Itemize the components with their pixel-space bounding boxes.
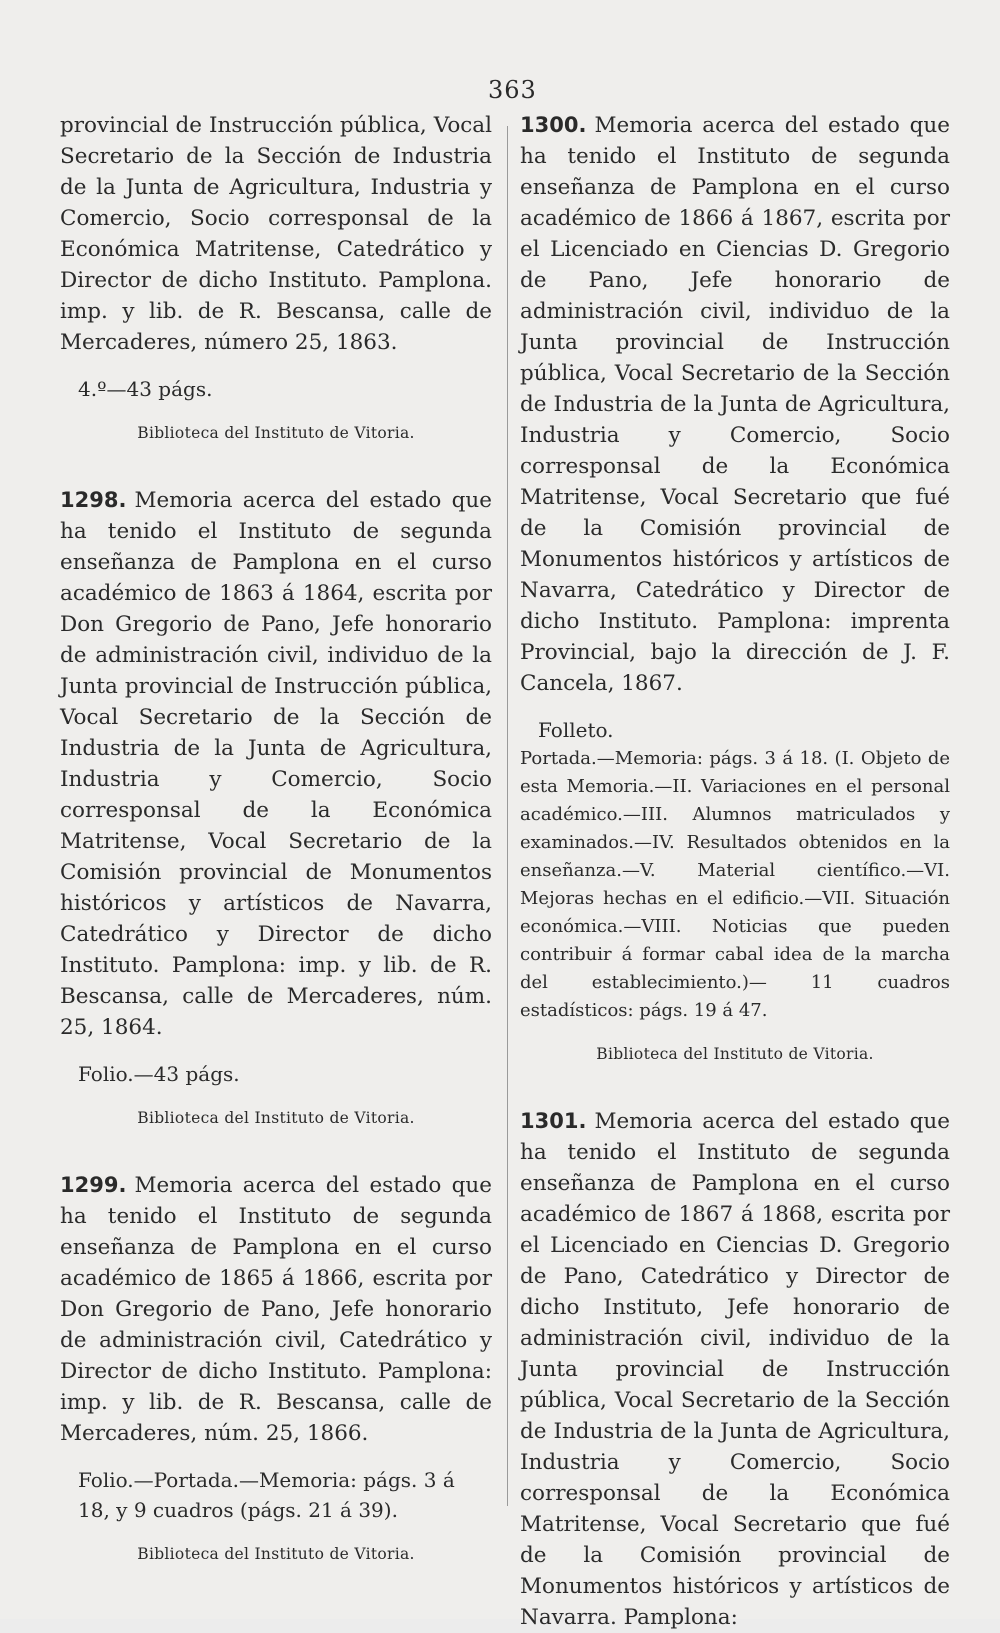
entry-library: Biblioteca del Instituto de Vitoria. bbox=[137, 1109, 415, 1127]
entry-number: 1299. bbox=[60, 1173, 127, 1197]
entry-library: Biblioteca del Instituto de Vitoria. bbox=[137, 1545, 415, 1563]
entry-detail: Folio.—43 págs. bbox=[78, 1062, 240, 1086]
entry-text: Memoria acerca del estado que ha tenido el Instituto de segunda enseñanza de Pamplona en el curso académico de 1867 á 1868, escrita por el Licenciado en Ciencias D. Gregorio de Pano, Catedrático y Director de dicho Instituto, Jefe honorario de administración civil, individuo de la Junta provincial de Instrucción pública, Vocal Secretario de la Sección de Industria de la Junta de Agricultura, Industria y Comercio, Socio corresponsal de la Económica Matritense, Vocal Secretario que fué de la Comisión provincial de Monumentos históricos y artísticos de Navarra. Pamplona: bbox=[520, 1109, 950, 1630]
entry-text: Memoria acerca del estado que ha tenido el Instituto de segunda enseñanza de Pamplona en el curso académico de 1866 á 1867, escrita por el Licenciado en Ciencias D. Gregorio de Pano, Jefe honorario de administración civil, individuo de la Junta provincial de Instrucción pública, Vocal Secretario de la Sección de Industria de la Junta de Agricultura, Industria y Comercio, Socio corresponsal de la Económica Matritense, Vocal Secretario que fué de la Comisión provincial de Monumentos históricos y artísticos de Navarra, Catedrático y Director de dicho Instituto. Pamplona: imprenta Provincial, bajo la dirección de J. F. Cancela, 1867. bbox=[520, 113, 950, 696]
entry-detail: Folleto. bbox=[538, 718, 614, 742]
right-column bbox=[520, 110, 950, 1633]
entry-text: Memoria acerca del estado que ha tenido el Instituto de segunda enseñanza de Pamplona en el curso académico de 1865 á 1866, escrita por Don Gregorio de Pano, Jefe honorario de administración civil, Catedrático y Director de dicho Instituto. Pamplona: imp. y lib. de R. Bescansa, calle de Mercaderes, núm. 25, 1866. bbox=[60, 1173, 492, 1446]
continuation-text: provincial de Instrucción pública, Vocal Secretario de la Sección de Industria de la Junta de Agricultura, Industria y Comercio, Socio corresponsal de la Económica Matritense, Catedrático y Director de dicho Instituto. Pamplona. imp. y lib. de R. Bescansa, calle de Mercaderes, número 25, 1863. bbox=[60, 113, 492, 355]
entry-1300 bbox=[520, 110, 950, 699]
page-number: 363 bbox=[488, 76, 537, 104]
entry-text: Memoria acerca del estado que ha tenido el Instituto de segunda enseñanza de Pamplona en el curso académico de 1863 á 1864, escrita por Don Gregorio de Pano, Jefe honorario de administración civil, individuo de la Junta provincial de Instrucción pública, Vocal Secretario de la Sección de Industria de la Junta de Agricultura, Industria y Comercio, Socio corresponsal de la Económica Matritense, Vocal Secretario de la Comisión provincial de Monumentos históricos y artísticos de Navarra, Catedrático y Director de dicho Instituto. Pamplona: imp. y lib. de R. Bescansa, calle de Mercaderes, núm. 25, 1864. bbox=[60, 488, 492, 1040]
continuation-library: Biblioteca del Instituto de Vitoria. bbox=[137, 424, 415, 442]
entry-detail: Folio.—Portada.—Memoria: págs. 3 á 18, y 9 cuadros (págs. 21 á 39). bbox=[78, 1468, 455, 1522]
entry-library: Biblioteca del Instituto de Vitoria. bbox=[596, 1045, 874, 1063]
entry-1301 bbox=[520, 1106, 950, 1633]
entry-number: 1298. bbox=[60, 488, 127, 512]
continuation-detail: 4.º—43 págs. bbox=[78, 377, 213, 401]
entry-number: 1301. bbox=[520, 1109, 587, 1133]
entry-number: 1300. bbox=[520, 113, 587, 137]
entry-1299 bbox=[60, 1170, 492, 1449]
column-divider bbox=[507, 126, 508, 1506]
entry-1298 bbox=[60, 485, 492, 1043]
entry-contents: Portada.—Memoria: págs. 3 á 18. (I. Objeto de esta Memoria.—II. Variaciones en el personal académico.—III. Alumnos matriculados y examinados.—IV. Resultados obtenidos en la enseñanza.—V. Material científico.—VI. Mejoras hechas en el edificio.—VII. Situación económica.—VIII. Noticias que pueden contribuir á formar cabal idea de la marcha del establecimiento.)— 11 cuadros estadísticos: págs. 19 á 47. bbox=[520, 748, 950, 1021]
left-column bbox=[60, 110, 492, 1570]
